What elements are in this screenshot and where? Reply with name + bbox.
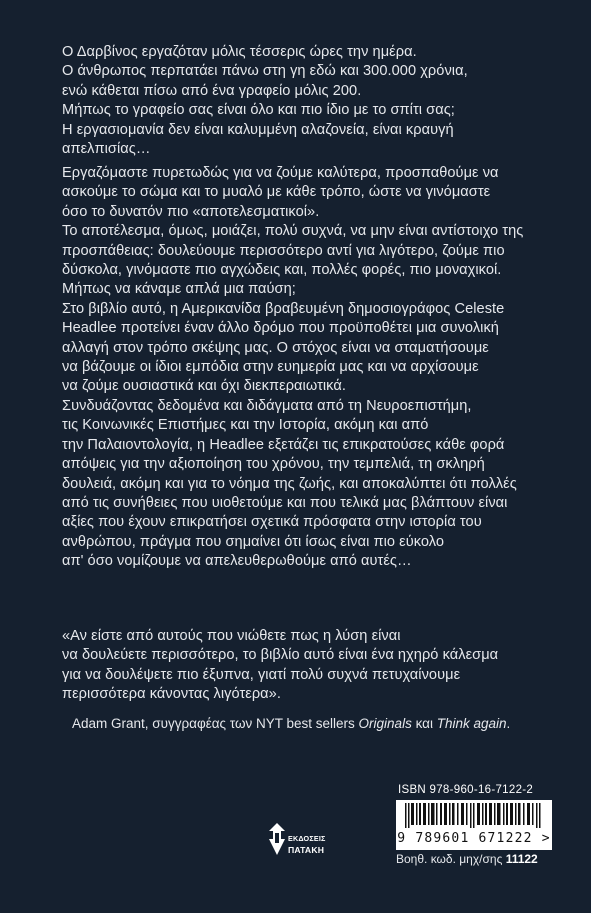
blurb-line: ενώ κάθεται πίσω από ένα γραφείο μόλις 200. — [62, 82, 362, 99]
blurb-line: Μήπως να κάναμε απλά μια παύση; — [62, 281, 296, 298]
book-title-originals: Originals — [358, 716, 412, 731]
blurb-line: απ' όσο νομίζουμε να απελευθερωθούμε από αυτές… — [62, 553, 412, 570]
blurb-line: όσο το δυνατόν πιο «αποτελεσματικοί». — [62, 203, 320, 220]
attribution-joiner: και — [411, 716, 437, 731]
blurb-line: Στο βιβλίο αυτό, η Αμερικανίδα βραβευμένη δημοσιογράφος Celeste — [62, 300, 505, 317]
quote-line: για να δουλέψετε πιο έξυπνα, γιατί πολύ συχνά πετυχαίνουμε — [62, 666, 461, 683]
attribution-suffix: . — [506, 716, 511, 731]
product-code-number: 11122 — [505, 852, 538, 866]
publisher-name-line1: ΕΚΔΟΣΕΙΣ — [288, 834, 326, 843]
attribution-prefix: Adam Grant, συγγραφέας των NYT best sellers — [72, 716, 359, 731]
blurb-line: αλλαγή στον τρόπο σκέψης μας. Ο στόχος είναι να σταματήσουμε — [62, 339, 489, 356]
blurb-paragraph-1 — [62, 43, 551, 159]
book-title-think-again: Think again — [436, 716, 507, 731]
blurb-line: Συνδυάζοντας δεδομένα και διδάγματα από τη Νευροεπιστήμη, — [62, 397, 472, 414]
publisher-emblem-icon — [267, 819, 287, 859]
blurb-line: δουλειά, ακόμη και για το νόημα της ζωής, και αποκαλύπτει ότι πολλές — [62, 475, 517, 492]
publisher-name-line2: ΠΑΤΑΚΗ — [288, 845, 325, 855]
blurb-line: ανθρώπου, πράγμα που σημαίνει ότι ίσως είναι πιο εύκολο — [62, 533, 445, 550]
blurb-line: Το αποτέλεσμα, όμως, μοιάζει, πολύ συχνά, να μην είναι αντίστοιχο της — [62, 223, 524, 240]
quote-line: «Αν είστε από αυτούς που νιώθετε πως η λύση είναι — [62, 628, 401, 644]
quote-attribution — [72, 716, 510, 731]
quote-line: περισσότερα κάνοντας λιγότερα». — [62, 686, 281, 703]
blurb-line: από τις συνήθειες που υιοθετούμε και που τελικά μας βλάπτουν είναι — [62, 494, 508, 511]
blurb-line: αξίες που έχουν επικρατήσει σχετικά πρόσφατα στην ιστορία του — [62, 514, 482, 531]
blurb-line: τις Κοινωνικές Επιστήμες και την Ιστορία, ακόμη και από — [62, 417, 429, 434]
isbn-label: ISBN 978-960-16-7122-2 — [398, 784, 534, 796]
review-quote — [62, 627, 551, 705]
blurb-line: Ο Δαρβίνος εργαζόταν μόλις τέσσερις ώρες την ημέρα. — [62, 44, 417, 60]
blurb-line: να ζούμε ουσιαστικά και όχι διεκπεραιωτικά. — [62, 378, 346, 395]
blurb-line: την Παλαιοντολογία, η Headlee εξετάζει τις επικρατούσες κάθε φορά — [62, 436, 505, 453]
product-code-label: Βοηθ. κωδ. μηχ/σης — [396, 852, 506, 866]
barcode-bars-icon — [399, 803, 549, 829]
blurb-line: προσπάθειας: δουλεύουμε περισσότερο αντί για λιγότερο, ζούμε πιο — [62, 242, 505, 259]
blurb-line: ασκούμε το σώμα και το μυαλό με κάθε τρόπο, ώστε να γινόμαστε — [62, 184, 491, 201]
quote-line: να δουλεύετε περισσότερο, το βιβλίο αυτό είναι ένα ηχηρό κάλεσμα — [62, 647, 499, 664]
barcode-digits: 9 789601 671222 > — [396, 828, 552, 850]
blurb-line: Η εργασιομανία δεν είναι καλυμμένη αλαζονεία, είναι κραυγή — [62, 121, 454, 138]
blurb-line: Εργαζόμαστε πυρετωδώς για να ζούμε καλύτερα, προσπαθούμε να — [62, 165, 499, 181]
blurb-line: Ο άνθρωπος περπατάει πάνω στη γη εδώ και 300.000 χρόνια, — [62, 63, 468, 80]
product-code — [396, 852, 538, 866]
blurb-line: Headlee προτείνει έναν άλλο δρόμο που προϋποθέτει μια συνολική — [62, 320, 499, 337]
blurb-line: Μήπως το γραφείο σας είναι όλο και πιο ίδιο με το σπίτι σας; — [62, 102, 455, 119]
blurb-line: απελπισίας… — [62, 141, 151, 158]
blurb-line: να βάζουμε οι ίδιοι εμπόδια στην ευημερία μας και να αρχίσουμε — [62, 359, 479, 376]
blurb-paragraph-2 — [62, 164, 551, 572]
publisher-logo — [267, 819, 325, 867]
blurb-line: δύσκολα, γινόμαστε πιο αγχώδεις και, πολλές φορές, πιο μοναχικοί. — [62, 262, 502, 279]
blurb-line: απόψεις για την αξιοποίηση του χρόνου, την τεμπελιά, τη σκληρή — [62, 456, 485, 473]
